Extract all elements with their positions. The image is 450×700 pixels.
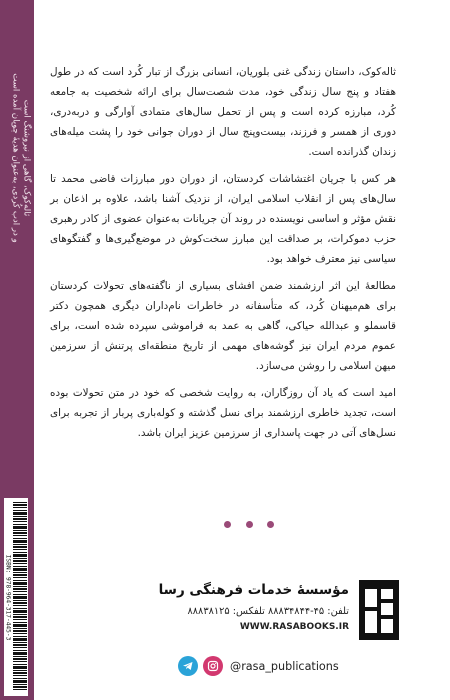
paragraph-2: هر کس با جریان اغتشاشات کردستان، از دوران دور مبارزات قاضی محمد تا سال‌های پس از انقلاب اسلامی ایران، از نزدیک آشنا باشد، علاوه بر اذعان بر نقش مؤثر و اساسی نویسنده در روند آن جریانات به‌عنوان عضوی از کادر رهبری حزب دموکرات، بر صداقت این مبارز سخت‌کوش در موضع‌گیری‌ها و گفتگوهای سیاسی نیز معترف خواهد بود. bbox=[50, 173, 396, 265]
social-links bbox=[178, 655, 339, 677]
publisher-logo bbox=[359, 580, 399, 640]
spine-quote-line-1: ثاله‌کوک، گاهی از نیروشنگ است bbox=[22, 99, 33, 217]
barcode-graphic bbox=[13, 502, 27, 692]
isbn-barcode bbox=[4, 498, 28, 696]
telegram-icon[interactable] bbox=[178, 656, 198, 676]
instagram-icon[interactable] bbox=[203, 656, 223, 676]
isbn-label bbox=[4, 498, 12, 696]
spine-quote bbox=[8, 38, 34, 278]
publisher-name: مؤسسهٔ خدمات فرهنگی رسا bbox=[158, 582, 349, 598]
divider-dot bbox=[246, 521, 253, 528]
publisher-phones: تلفن: ۴۵-۸۸۸۳۴۸۴۴ تلفکس: ۸۸۸۳۸۱۲۵ bbox=[187, 606, 349, 617]
divider-dot bbox=[224, 521, 231, 528]
divider-dot bbox=[267, 521, 274, 528]
social-handle[interactable]: @rasa_publications bbox=[230, 659, 339, 673]
spine-band bbox=[0, 0, 34, 700]
paragraph-1: ثاله‌کوک، داستان زندگی غنی بلوریان، انسانی بزرگ از تبار کُرد است که در طول هفتاد و پنج سال زندگی خود، مدت شصت‌سال برای ارائه شخصیت به جامعه کُرد، مبارزه کرده است و پس از تحمل سال‌های متمادی آوارگی و دربه‌دری، دوری از همسر و فرزند، بیست‌وپنج سال از دوران جوانی خود را پشت میله‌های زندان گذرانده است. bbox=[50, 66, 396, 158]
spine-quote-line-2: و در ادب کُردی، به‌عنوان هدیه‌ٔ چوپان آمده است bbox=[11, 73, 22, 243]
section-divider-dots bbox=[224, 521, 274, 531]
paragraph-3: مطالعهٔ این اثر ارزشمند ضمن افشای بسیاری از ناگفته‌های تحولات کردستان برای هم‌میهنان کُرد، که متأسفانه در خاطرات نام‌داران دیگری همچون دکتر قاسملو و عبدالله حیاکی، گاهی به عمد به فراموشی سپرده شده است، برای عموم مردم ایران نیز گوشه‌های مهمی از تاریخ منطقه‌ای پرتنش از سرزمین میهن اسلامی را روشن می‌سازد. bbox=[50, 280, 396, 372]
back-cover-text bbox=[50, 62, 396, 450]
publisher-block bbox=[145, 580, 399, 640]
paragraph-4: امید است که یاد آن روزگاران، به روایت شخصی که خود در متن تحولات بوده است، تجدید خاطری ارزشمند برای نسل گذشته و کوله‌باری پربار از تجربه برای نسل‌های آتی در جهت پاسداری از سرزمین عزیز ایران باشد. bbox=[50, 387, 396, 439]
isbn-text: ISBN: 978-964-317-445-3 bbox=[4, 554, 12, 640]
publisher-website[interactable]: WWW.RASABOOKS.IR bbox=[239, 622, 349, 632]
